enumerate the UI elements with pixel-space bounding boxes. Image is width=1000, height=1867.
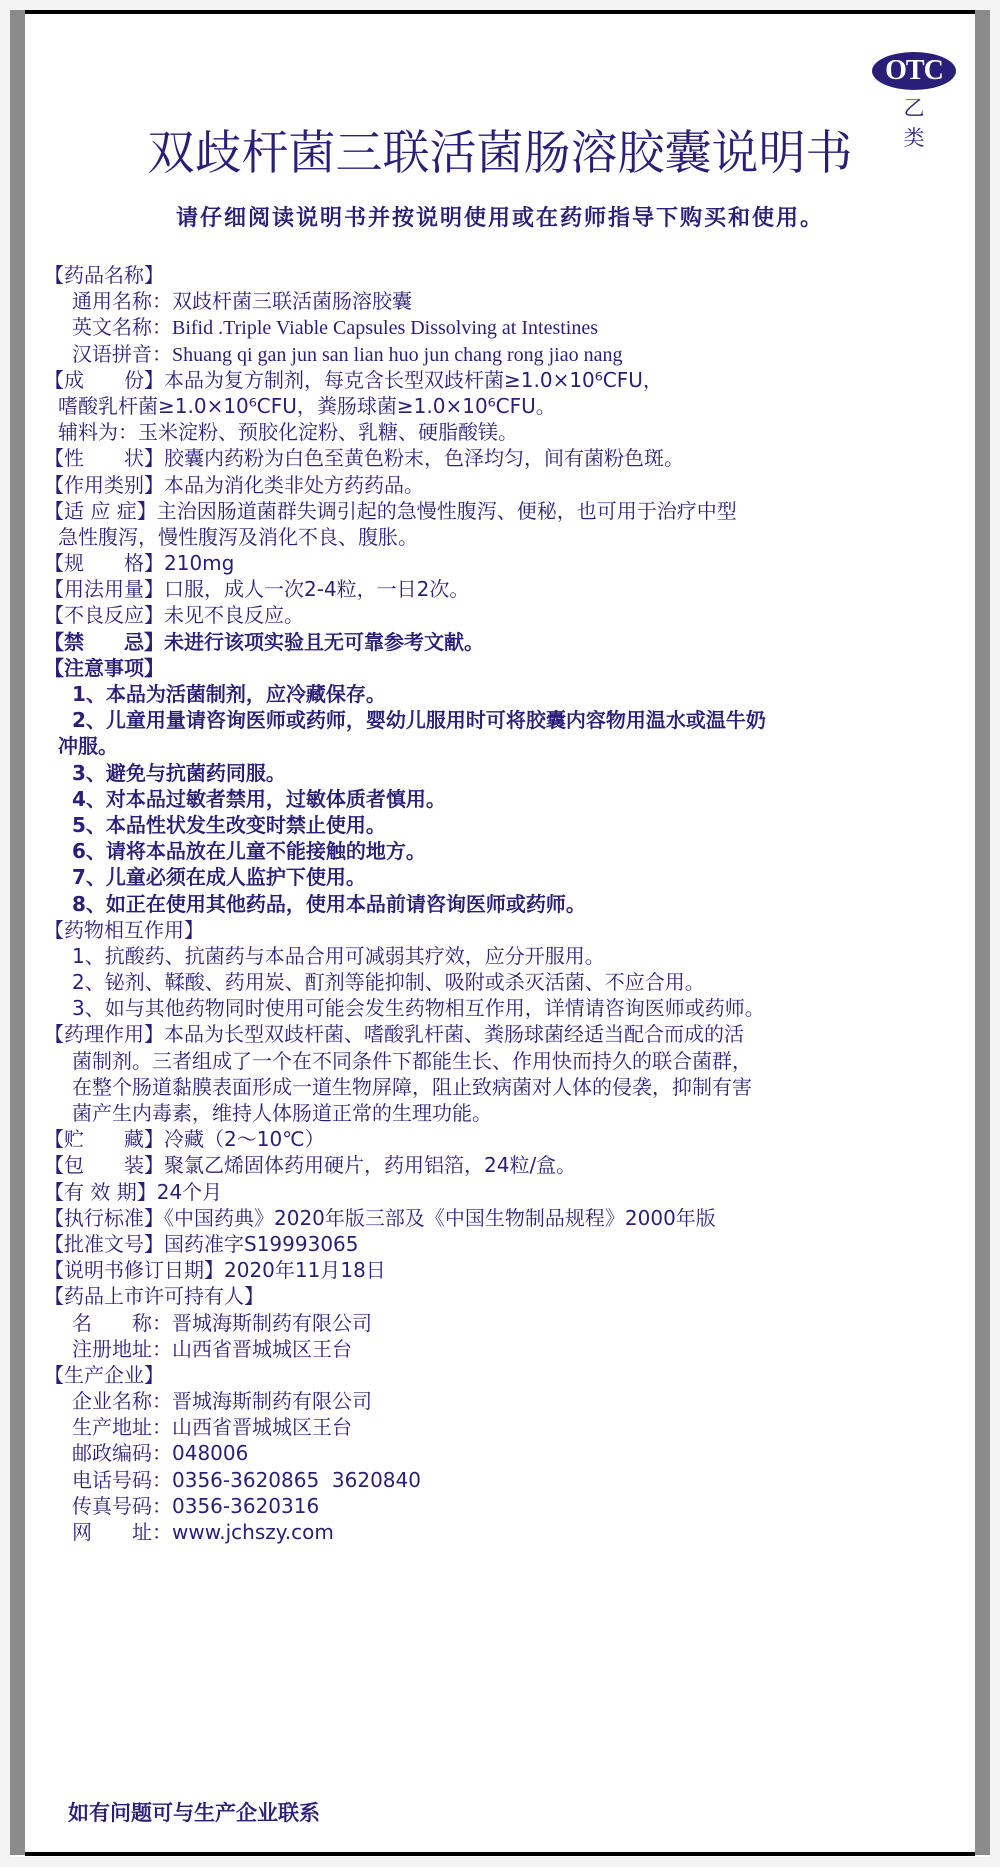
contraindications-value: 未进行该项实验且无可靠参考文献。 [164, 629, 484, 654]
pinyin-value: Shuang qi gan jun san lian huo jun chang rong jiao nang [172, 343, 623, 366]
website-row [44, 1519, 964, 1545]
indications-line-2: 急性腹泻，慢性腹泻及消化不良、腹胀。 [58, 524, 418, 549]
standard-value: 《中国药典》2020年版三部及《中国生物制品规程》2000年版 [164, 1205, 716, 1230]
section-heading-approval: 【批准文号】 [44, 1231, 164, 1256]
pinyin-label: 汉语拼音： [72, 341, 172, 366]
pinyin-row [44, 341, 964, 367]
fax-row [44, 1493, 964, 1519]
interaction-item: 2、铋剂、鞣酸、药用炭、酊剂等能抑制、吸附或杀灭活菌、不应合用。 [72, 970, 705, 995]
precaution-item: 8、如正在使用其他药品，使用本品前请咨询医师或药师。 [72, 891, 586, 916]
package-value: 聚氯乙烯固体药用硬片，药用铝箔，24粒/盒。 [164, 1153, 577, 1178]
leaflet-body [44, 262, 964, 1545]
section-heading-adverse: 【不良反应】 [44, 603, 164, 628]
category-value: 本品为消化类非处方药药品。 [164, 472, 424, 497]
section-heading-interactions: 【药物相互作用】 [44, 917, 204, 942]
description-value: 胶囊内药粉为白色至黄色粉末，色泽均匀，间有菌粉色斑。 [164, 446, 684, 471]
section-heading-precautions: 【注意事项】 [44, 655, 164, 680]
specification-row [44, 550, 964, 576]
manufacturer-address-row [44, 1414, 964, 1440]
holder-name-label: 名 称： [72, 1310, 172, 1335]
english-name-row [44, 314, 964, 340]
phone-value: 0356-3620865 3620840 [172, 1467, 421, 1492]
fax-value: 0356-3620316 [172, 1493, 320, 1518]
interaction-item: 1、抗酸药、抗菌药与本品合用可减弱其疗效，应分开服用。 [72, 943, 605, 968]
dosage-value: 口服，成人一次2-4粒，一日2次。 [164, 577, 470, 602]
frame-right-bar [975, 10, 990, 1855]
standard-row [44, 1205, 964, 1231]
validity-row [44, 1179, 964, 1205]
revision-row [44, 1257, 964, 1283]
dosage-row [44, 576, 964, 602]
section-heading-storage: 【贮 藏】 [44, 1127, 164, 1152]
english-name-label: 英文名称： [72, 315, 172, 340]
manufacturer-name-label: 企业名称： [72, 1389, 172, 1414]
document-title: 双歧杆菌三联活菌肠溶胶囊说明书 [147, 126, 853, 181]
section-heading-dosage: 【用法用量】 [44, 577, 164, 602]
contact-note: 如有问题可与生产企业联系 [68, 1801, 320, 1825]
section-heading-specification: 【规 格】 [44, 551, 164, 576]
section-heading-drug-name: 【药品名称】 [44, 263, 164, 287]
precaution-item-continued: 冲服。 [58, 734, 118, 759]
english-name-value: Bifid .Triple Viable Capsules Dissolving at Intestines [172, 317, 599, 340]
section-heading-manufacturer: 【生产企业】 [44, 1362, 164, 1387]
indications-row [44, 498, 964, 524]
specification-value: 210mg [164, 551, 235, 576]
contraindications-row [44, 629, 964, 655]
precaution-item: 6、请将本品放在儿童不能接触的地方。 [72, 839, 426, 864]
section-heading-standard: 【执行标准】 [44, 1205, 164, 1230]
website-label: 网 址： [72, 1520, 172, 1544]
fax-label: 传真号码： [72, 1493, 172, 1518]
section-heading-validity: 【有 效 期】 [44, 1179, 157, 1204]
pharmacology-line-4: 菌产生内毒素，维持人体肠道正常的生理功能。 [72, 1101, 492, 1125]
phone-label: 电话号码： [72, 1467, 172, 1492]
validity-value: 24个月 [156, 1179, 223, 1204]
frame-bottom-rule [25, 1852, 975, 1856]
generic-name-row [44, 288, 964, 314]
section-heading-contraindications: 【禁 忌】 [44, 629, 164, 654]
holder-address-row [44, 1336, 964, 1362]
generic-name-value: 双歧杆菌三联活菌肠溶胶囊 [172, 289, 412, 314]
composition-row [44, 367, 964, 393]
pharmacology-line-1: 本品为长型双歧杆菌、嗜酸乳杆菌、粪肠球菌经适当配合而成的活 [164, 1022, 744, 1047]
holder-address-value: 山西省晋城城区王台 [172, 1336, 352, 1361]
holder-address-label: 注册地址： [72, 1336, 172, 1361]
pharmacology-line-2: 菌制剂。三者组成了一个在不同条件下都能生长、作用快而持久的联合菌群， [72, 1048, 752, 1073]
pharmacology-row [44, 1021, 964, 1047]
category-row [44, 472, 964, 498]
manufacturer-address-label: 生产地址： [72, 1415, 172, 1440]
precaution-item: 7、儿童必须在成人监护下使用。 [72, 865, 366, 890]
website-link[interactable]: www.jchszy.com [172, 1520, 334, 1544]
section-heading-revision: 【说明书修订日期】 [44, 1258, 224, 1283]
indications-line-1: 主治因肠道菌群失调引起的急慢性腹泻、便秘，也可用于治疗中型 [156, 498, 737, 523]
document-subtitle: 请仔细阅读说明书并按说明使用或在药师指导下购买和使用。 [175, 206, 824, 231]
holder-name-row [44, 1310, 964, 1336]
approval-value: 国药准字S19993065 [164, 1231, 359, 1256]
precaution-item: 4、对本品过敏者禁用，过敏体质者慎用。 [72, 786, 446, 811]
adverse-value: 未见不良反应。 [164, 603, 304, 628]
precaution-item: 3、避免与抗菌药同服。 [72, 760, 286, 785]
postcode-value: 048006 [172, 1441, 249, 1466]
section-heading-pharmacology: 【药理作用】 [44, 1022, 164, 1047]
postcode-label: 邮政编码： [72, 1441, 172, 1466]
otc-badge-icon: OTC [872, 52, 956, 90]
section-heading-package: 【包 装】 [44, 1153, 164, 1178]
manufacturer-name-row [44, 1388, 964, 1414]
frame-top-rule [25, 10, 975, 14]
storage-value: 冷藏（2～10℃） [164, 1127, 325, 1152]
frame-left-bar [10, 10, 25, 1855]
section-heading-indications: 【适 应 症】 [44, 498, 157, 523]
interaction-item: 3、如与其他药物同时使用可能会发生药物相互作用，详情请咨询医师或药师。 [72, 996, 765, 1021]
package-row [44, 1152, 964, 1178]
adverse-row [44, 602, 964, 628]
description-row [44, 445, 964, 471]
revision-value: 2020年11月18日 [224, 1258, 386, 1283]
precaution-item: 1、本品为活菌制剂，应冷藏保存。 [72, 682, 386, 706]
storage-row [44, 1126, 964, 1152]
phone-row [44, 1467, 964, 1493]
holder-name-value: 晋城海斯制药有限公司 [172, 1310, 372, 1335]
precaution-item: 2、儿童用量请咨询医师或药师，婴幼儿服用时可将胶囊内容物用温水或温牛奶 [72, 708, 766, 733]
manufacturer-name-value: 晋城海斯制药有限公司 [172, 1389, 372, 1414]
otc-class-label: 乙 类 [903, 96, 935, 150]
postcode-row [44, 1440, 964, 1466]
section-heading-category: 【作用类别】 [44, 472, 164, 497]
composition-line-2: 嗜酸乳杆菌≥1.0×10⁶CFU，粪肠球菌≥1.0×10⁶CFU。 [58, 393, 556, 418]
approval-row [44, 1231, 964, 1257]
pharmacology-line-3: 在整个肠道黏膜表面形成一道生物屏障，阻止致病菌对人体的侵袭，抑制有害 [72, 1074, 752, 1099]
composition-line-1: 本品为复方制剂，每克含长型双歧杆菌≥1.0×10⁶CFU， [164, 367, 663, 392]
section-heading-composition: 【成 份】 [44, 367, 164, 392]
section-heading-description: 【性 状】 [44, 446, 164, 471]
manufacturer-address-value: 山西省晋城城区王台 [172, 1415, 352, 1440]
precaution-item: 5、本品性状发生改变时禁止使用。 [72, 812, 386, 837]
excipients-line: 辅料为：玉米淀粉、预胶化淀粉、乳糖、硬脂酸镁。 [58, 420, 518, 445]
section-heading-holder: 【药品上市许可持有人】 [44, 1284, 264, 1309]
generic-name-label: 通用名称： [72, 289, 172, 314]
